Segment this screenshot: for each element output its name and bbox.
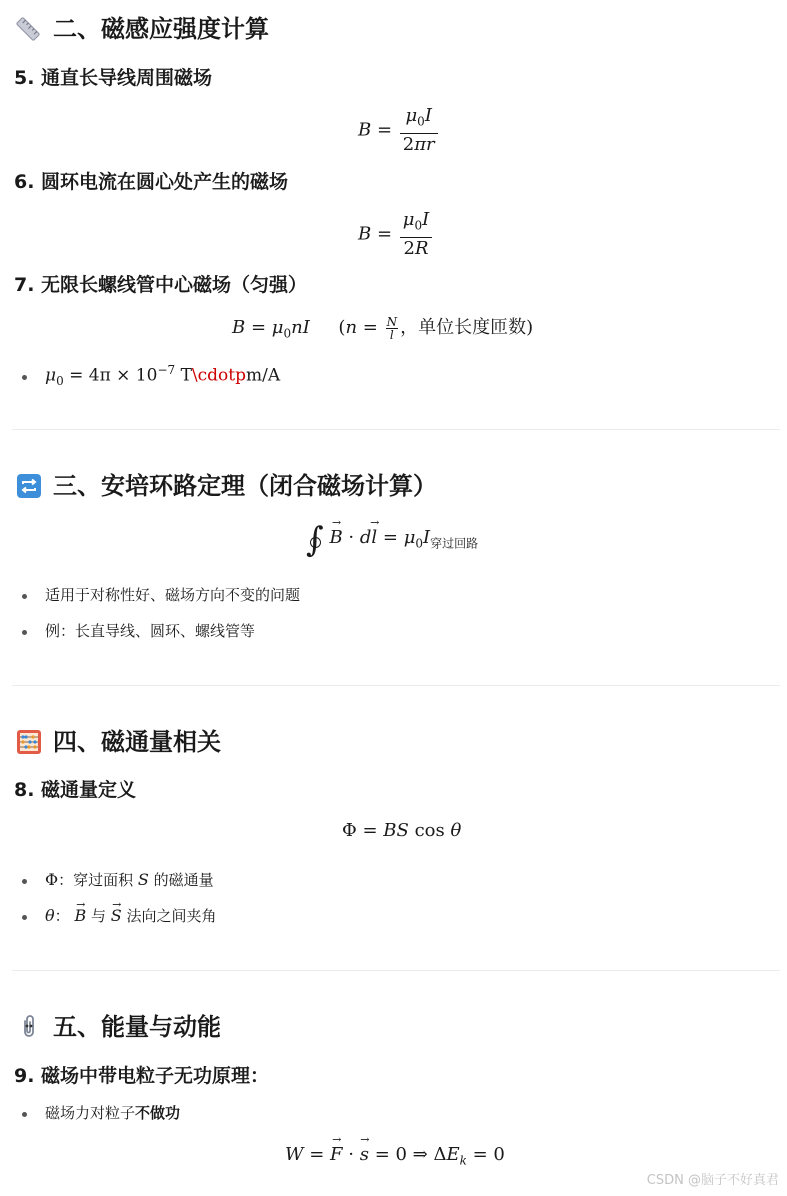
formula-ampere-law: ∫ → $B \cdot d\to l = \mu_0I_{穿过回路}$ (306, 520, 478, 560)
flux-bullet-phi: Φ：穿过面积 S 的磁通量 (45, 870, 214, 889)
subsection-title-5: 5. 通直长导线周围磁场 (14, 67, 213, 89)
divider (12, 685, 780, 686)
section-title-4: 四、磁通量相关 (53, 728, 221, 756)
ampere-bullet-1: 适用于对称性好、磁场方向不变的问题 (45, 586, 301, 604)
divider (12, 429, 780, 430)
mu0-value: $\mu_0 = 4\pi \times 10^{-7}$ T\cdotpm/A (45, 363, 281, 389)
solenoid-note: 单位长度匝数 (418, 317, 527, 338)
abacus-icon (16, 729, 42, 755)
watermark: CSDN @脑子不好真君 (646, 1173, 779, 1188)
subsection-title-8: 8. 磁通量定义 (14, 779, 137, 801)
ampere-bullet-2: 例：长直导线、圆环、螺线管等 (45, 622, 256, 640)
subsection-title-9: 9. 磁场中带电粒子无功原理： (14, 1065, 270, 1087)
formula-straight-wire: B = $\frac{\mu_0I}{2\pi r}$ (358, 106, 440, 155)
section-title-3: 三、安培环路定理（闭合磁场计算） (53, 472, 437, 500)
bullet-dot (22, 630, 27, 635)
formula-ring-center: B = $\frac{\mu_0I}{2R}$ (358, 210, 434, 259)
bullet-dot (22, 1112, 27, 1117)
bullet-dot (22, 375, 27, 380)
formula-work: W = → F · → s = 0 ⇒ $\Delta E_k = 0$ (285, 1144, 505, 1168)
flux-bullet-theta: θ： → B 与 → S 法向之间夹角 (45, 905, 217, 927)
subsection-title-7: 7. 无限长螺线管中心磁场（匀强） (14, 274, 308, 296)
bullet-dot (22, 879, 27, 884)
formula-solenoid: $B = \mu_0nI$ (n = $\frac{N}{l}$ ，单位长度匝数) (232, 314, 534, 342)
formula-flux: Φ = BS cos θ (342, 820, 462, 841)
ruler-icon (15, 16, 41, 42)
repeat-icon (16, 473, 42, 499)
section-title-5: 五、能量与动能 (53, 1013, 221, 1041)
energy-bullet: 磁场力对粒子不做功 (45, 1104, 181, 1122)
paperclip-icon (16, 1013, 42, 1039)
section-title-2: 二、磁感应强度计算 (53, 15, 269, 43)
divider (12, 970, 780, 971)
latex-error-text: \cdotp (191, 365, 246, 386)
bullet-dot (22, 594, 27, 599)
bullet-dot (22, 915, 27, 920)
ampere-subscript: 穿过回路 (430, 536, 479, 551)
subsection-title-6: 6. 圆环电流在圆心处产生的磁场 (14, 171, 289, 193)
